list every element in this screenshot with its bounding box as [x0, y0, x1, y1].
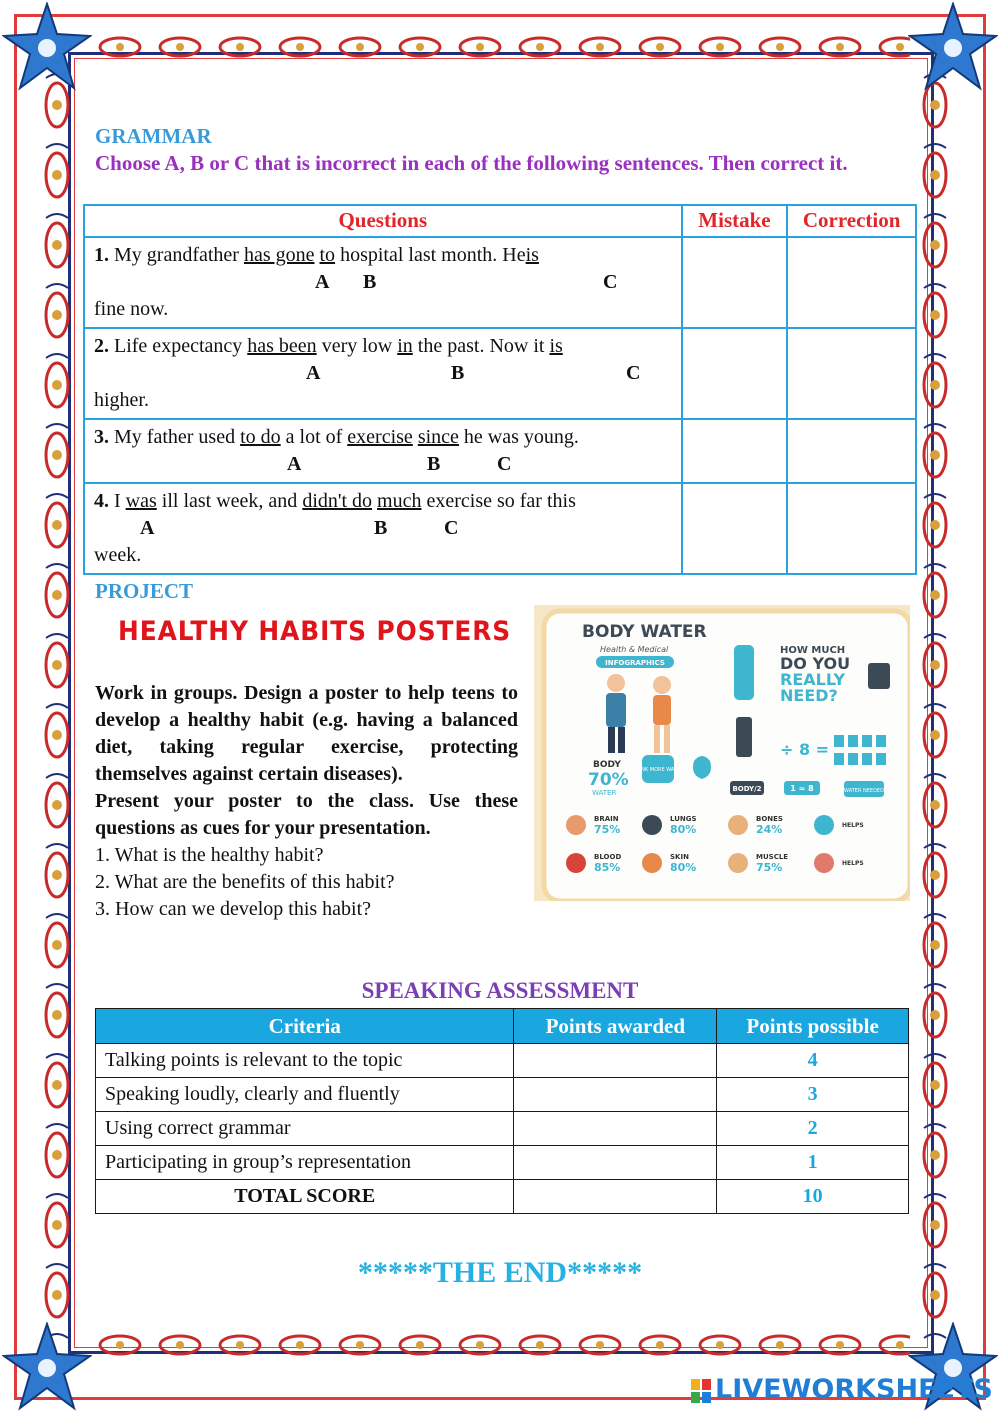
- correction-answer-cell[interactable]: [787, 483, 916, 574]
- option-a-label: A: [306, 362, 321, 384]
- bottle-icon: [734, 645, 754, 700]
- option-c-label: C: [626, 362, 641, 384]
- option-c-underlined: much: [377, 490, 422, 512]
- points-awarded-cell[interactable]: [514, 1044, 717, 1078]
- correction-answer-cell[interactable]: [787, 237, 916, 328]
- divide-by-eight: ÷ 8 =: [780, 740, 830, 759]
- option-a-label: A: [287, 453, 302, 475]
- question-text-continued: week.: [94, 544, 142, 566]
- question-cell: [84, 419, 682, 483]
- body-water-infographic: [534, 605, 910, 901]
- question-text-continued: higher.: [94, 389, 149, 411]
- criteria-cell: Talking points is relevant to the topic: [96, 1044, 514, 1078]
- option-b-underlined: didn't do: [302, 490, 373, 512]
- water-needed-label: WATER NEEDED: [844, 788, 884, 794]
- organ-percent: 75%: [594, 823, 621, 836]
- cue-question-2: 2. What are the benefits of this habit?: [95, 871, 395, 893]
- points-possible-cell: 1: [717, 1146, 909, 1180]
- option-a-label: A: [315, 271, 330, 293]
- organ-percent: 85%: [594, 861, 621, 874]
- points-possible-cell: 3: [717, 1078, 909, 1112]
- question-text: exercise so far this: [426, 490, 576, 512]
- star-ornament-icon: [2, 2, 92, 92]
- total-possible-cell: 10: [717, 1180, 909, 1214]
- question-text: he was young.: [463, 426, 579, 448]
- liveworksheets-logo-icon: [690, 1378, 712, 1404]
- stomach-icon: [814, 815, 834, 835]
- mistake-answer-cell[interactable]: [682, 419, 788, 483]
- left-ornament-chain: [40, 70, 74, 1340]
- option-a-underlined: has gone: [243, 244, 315, 266]
- skin-icon: [642, 853, 662, 873]
- option-c-label: C: [603, 271, 618, 293]
- question-number: 1.: [94, 244, 109, 266]
- water-label: WATER: [592, 789, 617, 797]
- lungs-icon: [642, 815, 662, 835]
- question-line-1: HOW MUCH: [780, 645, 846, 656]
- organ-percent: 24%: [756, 823, 783, 836]
- question-line-4: NEED?: [780, 686, 838, 705]
- total-score-row: [96, 1180, 909, 1214]
- question-row-4: [84, 483, 916, 574]
- blood-icon: [566, 853, 586, 873]
- points-awarded-header: Points awarded: [514, 1009, 717, 1044]
- points-awarded-cell[interactable]: [514, 1078, 717, 1112]
- option-b-label: B: [427, 453, 441, 475]
- bones-icon: [728, 815, 748, 835]
- criteria-header: Criteria: [96, 1009, 514, 1044]
- intestine-icon: [814, 853, 834, 873]
- cue-question-1: 1. What is the healthy habit?: [95, 844, 324, 866]
- option-c-label: C: [444, 517, 459, 539]
- organ-name: SKIN: [670, 853, 689, 861]
- assessment-row: [96, 1146, 909, 1180]
- question-row-2: [84, 328, 916, 419]
- option-b-label: B: [363, 271, 377, 293]
- assessment-row: [96, 1044, 909, 1078]
- bottom-ornament-chain: [90, 1332, 910, 1358]
- points-possible-header: Points possible: [717, 1009, 909, 1044]
- speaking-assessment-title: SPEAKING ASSESSMENT: [361, 978, 639, 1003]
- mistake-answer-cell[interactable]: [682, 483, 788, 574]
- correction-answer-cell[interactable]: [787, 328, 916, 419]
- option-b-underlined: to: [319, 244, 336, 266]
- question-text: the past. Now it: [417, 335, 545, 357]
- cue-question-3: 3. How can we develop this habit?: [95, 898, 372, 920]
- question-text: I: [114, 490, 121, 512]
- assessment-row: [96, 1112, 909, 1146]
- criteria-cell: Speaking loudly, clearly and fluently: [96, 1078, 514, 1112]
- grammar-instruction: Choose A, B or C that is incorrect in each of the following sentences. Then correct it.: [95, 151, 848, 175]
- grammar-table: [83, 204, 917, 575]
- scale-icon: [736, 717, 752, 757]
- option-a-underlined: has been: [247, 335, 317, 357]
- question-text: Life expectancy: [114, 335, 243, 357]
- correction-header: Correction: [787, 205, 916, 237]
- question-cell: [84, 237, 682, 328]
- question-line-2: DO YOU: [780, 654, 851, 673]
- project-instruction-1: Work in groups. Design a poster to help teens to develop a healthy habit (e.g. having a balanced diet, taking regular exercise, protecting themselves against certain diseases).: [95, 682, 518, 785]
- option-c-underlined: is: [549, 335, 563, 357]
- assessment-row: [96, 1078, 909, 1112]
- option-b-label: B: [451, 362, 465, 384]
- poster-title: HEALTHY HABITS POSTERS: [118, 616, 512, 647]
- points-possible-cell: 2: [717, 1112, 909, 1146]
- project-instruction-2: Present your poster to the class. Use these questions as cues for your presentation.: [95, 790, 518, 839]
- the-end-text: *****THE END*****: [357, 1256, 643, 1289]
- question-number: 2.: [94, 335, 109, 357]
- option-c-label: C: [497, 453, 512, 475]
- organ-percent: 80%: [670, 861, 697, 874]
- correction-answer-cell[interactable]: [787, 419, 916, 483]
- mistake-header: Mistake: [682, 205, 788, 237]
- equals-eight-label: 1 = 8: [790, 784, 814, 793]
- points-possible-cell: 4: [717, 1044, 909, 1078]
- right-ornament-chain: [918, 70, 952, 1340]
- question-row-1: [84, 237, 916, 328]
- infographic-title: BODY WATER: [582, 622, 707, 642]
- option-a-underlined: was: [125, 490, 157, 512]
- points-awarded-cell[interactable]: [514, 1146, 717, 1180]
- question-text: My grandfather: [114, 244, 239, 266]
- option-c-underlined: is: [525, 244, 539, 266]
- star-ornament-icon: [2, 1322, 92, 1412]
- criteria-cell: Using correct grammar: [96, 1112, 514, 1146]
- infographic-subtitle: Health & Medical: [600, 645, 669, 654]
- drink-more-label: DRINK MORE WATER: [632, 767, 684, 773]
- question-number: 3.: [94, 426, 109, 448]
- organ-name: LUNGS: [670, 815, 697, 823]
- questions-header: Questions: [84, 205, 682, 237]
- question-cell: [84, 483, 682, 574]
- option-a-label: A: [140, 517, 155, 539]
- body-percent: 70%: [588, 770, 629, 790]
- question-text: ill last week, and: [161, 490, 298, 512]
- grammar-heading: GRAMMAR: [95, 124, 212, 148]
- option-b-underlined: in: [397, 335, 413, 357]
- muscle-icon: [728, 853, 748, 873]
- top-ornament-chain: [90, 34, 910, 60]
- watermark-text: LIVEWORKSHEETS: [715, 1374, 993, 1405]
- grammar-table-header: [84, 205, 916, 237]
- option-a-underlined: to do: [240, 426, 281, 448]
- organ-percent: 75%: [756, 861, 783, 874]
- question-text: very low: [321, 335, 393, 357]
- total-score-label: TOTAL SCORE: [96, 1180, 514, 1214]
- question-number: 4.: [94, 490, 109, 512]
- speaking-assessment-table: [95, 1008, 909, 1214]
- question-text: a lot of: [285, 426, 343, 448]
- liveworksheets-watermark: [690, 1374, 993, 1405]
- organ-name: BLOOD: [594, 853, 622, 861]
- organ-percent: 80%: [670, 823, 697, 836]
- question-row-3: [84, 419, 916, 483]
- organ-name: HELPS: [842, 822, 864, 829]
- option-b-label: B: [374, 517, 388, 539]
- question-text: hospital last month. He: [340, 244, 526, 266]
- project-heading: PROJECT: [95, 579, 194, 603]
- question-text: My father used: [114, 426, 236, 448]
- question-line-3: REALLY: [780, 670, 846, 689]
- organ-name: BONES: [756, 815, 783, 823]
- infographic-banner: INFOGRAPHICS: [605, 659, 665, 667]
- star-ornament-icon: [908, 2, 998, 92]
- total-awarded-cell[interactable]: [514, 1180, 717, 1214]
- points-awarded-cell[interactable]: [514, 1112, 717, 1146]
- criteria-cell: Participating in group’s representation: [96, 1146, 514, 1180]
- mistake-answer-cell[interactable]: [682, 237, 788, 328]
- question-text-continued: fine now.: [94, 298, 169, 320]
- option-c-underlined: since: [417, 426, 459, 448]
- glass-icon: [868, 663, 890, 689]
- brain-icon: [566, 815, 586, 835]
- organ-name: HELPS: [842, 860, 864, 867]
- body-half-label: BODY/2: [732, 785, 762, 793]
- body-label: BODY: [593, 760, 621, 770]
- project-text: [95, 680, 518, 923]
- question-cell: [84, 328, 682, 419]
- option-b-underlined: exercise: [347, 426, 413, 448]
- mistake-answer-cell[interactable]: [682, 328, 788, 419]
- organ-name: BRAIN: [594, 815, 619, 823]
- assessment-header-row: [96, 1009, 909, 1044]
- organ-name: MUSCLE: [756, 853, 789, 861]
